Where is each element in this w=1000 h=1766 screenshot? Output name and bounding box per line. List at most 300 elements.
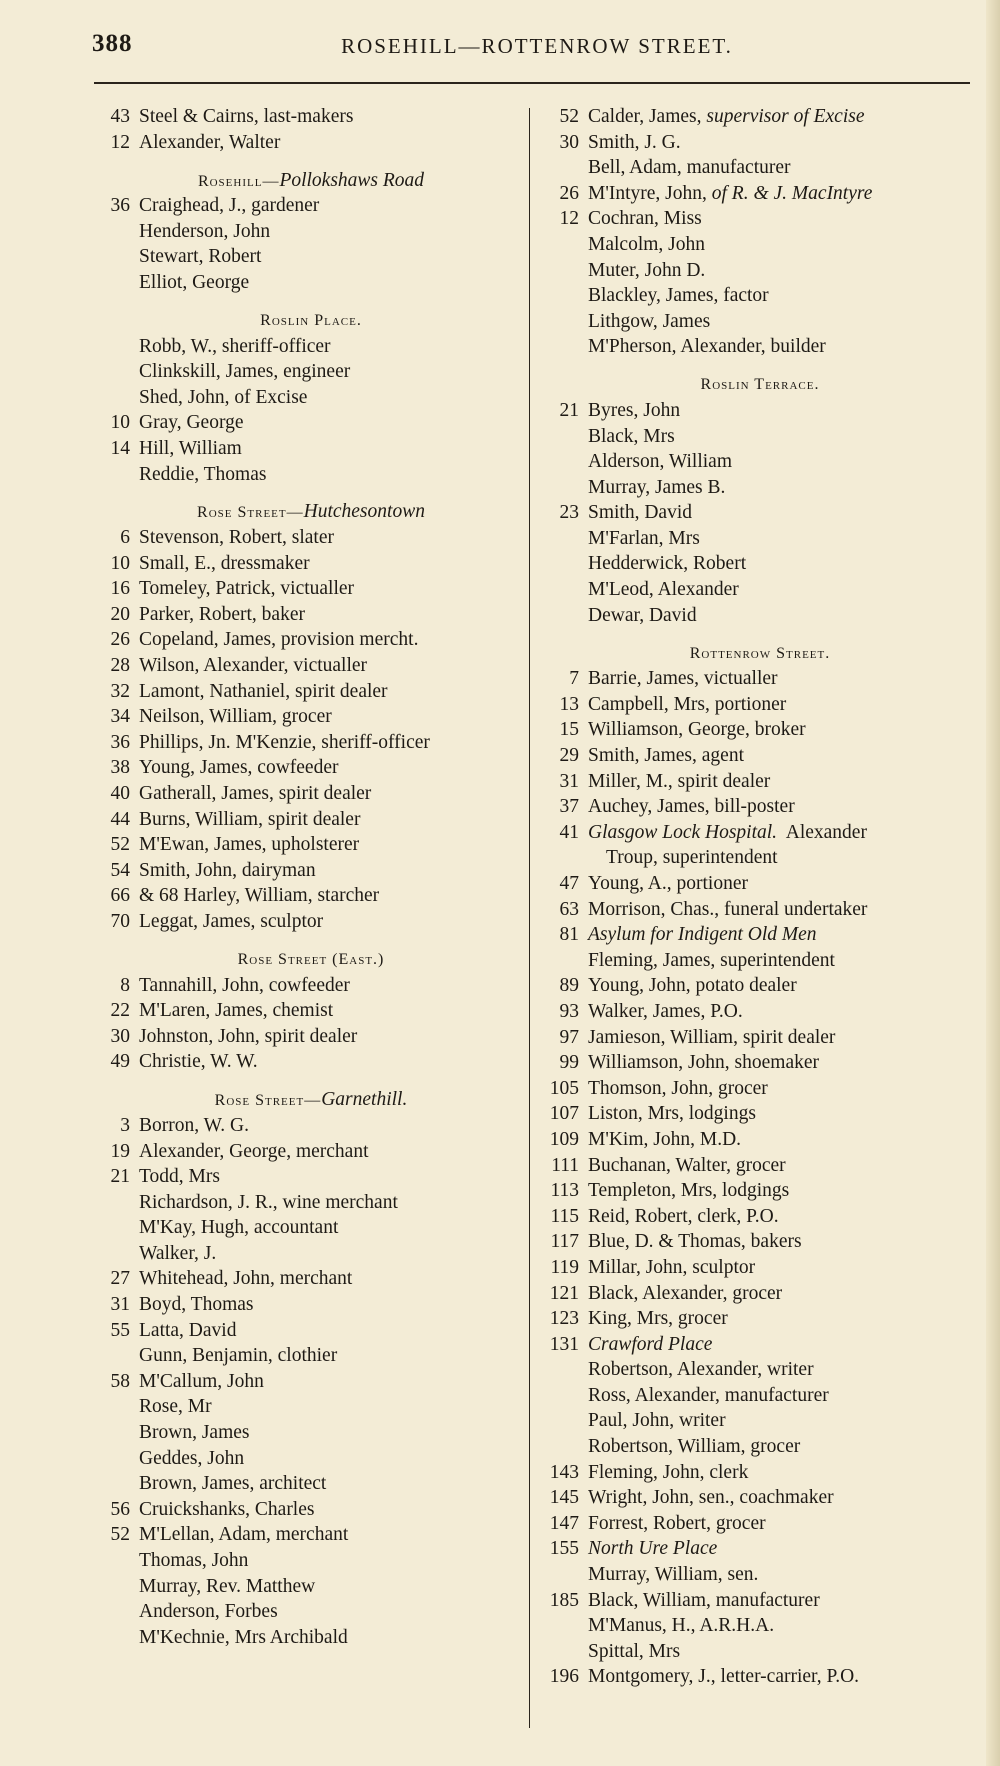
- entry-name: Liston, Mrs, lodgings: [588, 1103, 756, 1125]
- entry-text: [139, 1446, 244, 1472]
- entry-name: Cruickshanks, Charles: [139, 1498, 315, 1520]
- entry-name: Bell, Adam, manufacturer: [588, 157, 791, 179]
- directory-entry: [540, 897, 980, 923]
- directory-entry: [540, 1511, 980, 1537]
- entry-text: [139, 704, 332, 730]
- directory-entry: [540, 1306, 980, 1332]
- entry-text: [588, 1588, 820, 1614]
- entry-text: [139, 627, 418, 653]
- entry-italic: North Ure Place: [588, 1538, 718, 1560]
- right-column: [540, 104, 980, 1690]
- entry-name: Forrest, Robert, grocer: [588, 1512, 766, 1534]
- directory-entry: [96, 1215, 526, 1241]
- entry-text: [588, 973, 797, 999]
- entry-text: [588, 283, 769, 309]
- house-number: 12: [559, 208, 579, 230]
- entry-text: [139, 410, 244, 436]
- entry-name: Ross, Alexander, manufacturer: [588, 1384, 829, 1406]
- house-number: 30: [110, 1025, 130, 1047]
- entry-text: [139, 193, 319, 219]
- house-number: 44: [110, 808, 130, 830]
- directory-entry: [540, 475, 980, 501]
- house-number: 93: [559, 1000, 579, 1022]
- directory-entry: [540, 871, 980, 897]
- heading-dash: —: [304, 1092, 322, 1110]
- directory-entry: [540, 258, 980, 284]
- directory-entry: [96, 551, 526, 577]
- entry-text: [139, 270, 249, 296]
- directory-entry: [96, 1343, 526, 1369]
- entry-text: [588, 922, 817, 948]
- directory-entry: [540, 1127, 980, 1153]
- entry-text: [139, 1215, 338, 1241]
- entry-name: Black, William, manufacturer: [588, 1589, 820, 1611]
- entry-name: Dewar, David: [588, 604, 697, 626]
- entry-text: [139, 334, 331, 360]
- house-number: 185: [549, 1589, 579, 1611]
- entry-text: [588, 1281, 782, 1307]
- directory-entry: [96, 1139, 526, 1165]
- entry-text: [139, 883, 379, 909]
- entry-name: M'Kay, Hugh, accountant: [139, 1217, 339, 1239]
- house-number: 115: [550, 1205, 579, 1227]
- directory-entry: [540, 1485, 980, 1511]
- entry-text: [139, 1190, 398, 1216]
- entry-text: [139, 1599, 278, 1625]
- entry-name: M'Laren, James, chemist: [139, 1000, 334, 1022]
- directory-entry: [540, 283, 980, 309]
- entry-text: [139, 551, 310, 577]
- directory-entry: [96, 1318, 526, 1344]
- directory-entry: [96, 359, 526, 385]
- entry-name: Burns, William, spirit dealer: [139, 808, 361, 830]
- entry-name: Murray, William, sen.: [588, 1564, 759, 1586]
- house-number: 13: [559, 693, 579, 715]
- directory-entry: [540, 948, 980, 974]
- directory-entry: [96, 781, 526, 807]
- entry-text: [139, 525, 334, 551]
- directory-entry: [540, 309, 980, 335]
- directory-entry: [540, 1255, 980, 1281]
- house-number: 16: [110, 578, 130, 600]
- entry-text: [588, 1383, 829, 1409]
- entry-name: Whitehead, John, merchant: [139, 1268, 353, 1290]
- entry-name: Robertson, Alexander, writer: [588, 1359, 814, 1381]
- directory-entry: [96, 679, 526, 705]
- entry-name: Richardson, J. R., wine merchant: [139, 1191, 398, 1213]
- house-number: 105: [549, 1077, 579, 1099]
- heading-locality: Pollokshaws Road: [279, 169, 425, 191]
- entry-name: Brown, James, architect: [139, 1473, 327, 1495]
- entry-text: [588, 232, 705, 258]
- entry-text: [139, 244, 261, 270]
- house-number: 12: [110, 131, 130, 153]
- house-number: 52: [110, 834, 130, 856]
- entry-name: Robertson, William, grocer: [588, 1436, 801, 1458]
- directory-entry: [540, 1025, 980, 1051]
- directory-entry: [540, 334, 980, 360]
- entry-name: & 68 Harley, William, starcher: [139, 885, 380, 907]
- directory-entry: [96, 704, 526, 730]
- entry-name: Alexander, George, merchant: [139, 1140, 369, 1162]
- entry-text: [588, 1664, 859, 1690]
- entry-text: [588, 769, 770, 795]
- entry-text: [588, 1127, 741, 1153]
- directory-entry: [96, 385, 526, 411]
- house-number: 14: [110, 437, 130, 459]
- entry-text: [139, 1266, 352, 1292]
- directory-entry: [96, 602, 526, 628]
- entry-text: [588, 692, 786, 718]
- entry-text: [588, 181, 872, 207]
- house-number: 66: [110, 885, 130, 907]
- entry-name: M'Callum, John: [139, 1370, 264, 1392]
- directory-entry: [540, 973, 980, 999]
- entry-text: [139, 1394, 212, 1420]
- directory-entry: [540, 1383, 980, 1409]
- directory-entry: [96, 653, 526, 679]
- entry-text: [588, 258, 705, 284]
- entry-name: Steel & Cairns, last-makers: [139, 106, 354, 127]
- house-number: 37: [559, 796, 579, 818]
- house-number: 70: [110, 910, 130, 932]
- directory-entry: [96, 909, 526, 935]
- entry-text: [588, 1511, 766, 1537]
- entry-name: Blackley, James, factor: [588, 285, 769, 307]
- house-number: 52: [559, 106, 579, 127]
- directory-entry: [96, 755, 526, 781]
- house-number: 10: [110, 552, 130, 574]
- entry-name: Boyd, Thomas: [139, 1294, 254, 1316]
- house-number: 21: [559, 399, 579, 421]
- entry-text: [588, 577, 739, 603]
- entry-name: Paul, John, writer: [588, 1410, 726, 1432]
- entry-text: [588, 104, 865, 130]
- house-number: 111: [551, 1154, 579, 1176]
- house-number: 97: [559, 1026, 579, 1048]
- directory-entry: [96, 1522, 526, 1548]
- directory-entry: [540, 232, 980, 258]
- entry-text: [588, 1460, 748, 1486]
- house-number: 155: [549, 1538, 579, 1560]
- entry-text: [139, 462, 266, 488]
- entry-name: Elliot, George: [139, 271, 250, 293]
- entry-text: [139, 602, 305, 628]
- directory-entry: [96, 462, 526, 488]
- entry-text: [139, 1625, 348, 1651]
- directory-entry: [540, 717, 980, 743]
- house-number: 113: [550, 1180, 579, 1202]
- entry-name: Fleming, John, clerk: [588, 1461, 749, 1483]
- entry-text: [588, 820, 867, 846]
- directory-entry: [540, 1408, 980, 1434]
- directory-entry: [540, 692, 980, 718]
- entry-text: [588, 424, 675, 450]
- entry-text: [139, 359, 350, 385]
- entry-name: Johnston, John, spirit dealer: [139, 1025, 358, 1047]
- entry-text: [588, 1639, 680, 1665]
- entry-name: Jamieson, William, spirit dealer: [588, 1026, 836, 1048]
- house-number: 131: [549, 1333, 579, 1355]
- house-number: 7: [569, 668, 579, 690]
- entry-name: Williamson, John, shoemaker: [588, 1052, 820, 1074]
- directory-entry: [540, 104, 980, 130]
- house-number: 56: [110, 1498, 130, 1520]
- entry-name: Cochran, Miss: [588, 208, 702, 230]
- left-column: [96, 104, 526, 1650]
- entry-name: Alderson, William: [588, 451, 733, 473]
- entry-name: M'Leod, Alexander: [588, 579, 739, 601]
- entry-text: [588, 449, 732, 475]
- house-number: 41: [559, 821, 579, 843]
- house-number: 196: [549, 1666, 579, 1688]
- entry-name: Lamont, Nathaniel, spirit dealer: [139, 680, 388, 702]
- directory-entry: [540, 526, 980, 552]
- directory-entry: [96, 334, 526, 360]
- house-number: 58: [110, 1370, 130, 1392]
- entry-name: Thomson, John, grocer: [588, 1077, 768, 1099]
- heading-locality: Garnethill.: [321, 1089, 408, 1111]
- directory-entry: [96, 1599, 526, 1625]
- entry-name: Shed, John, of Excise: [139, 386, 308, 408]
- heading-street: Rottenrow Street.: [689, 644, 831, 662]
- house-number: 43: [110, 106, 130, 127]
- entry-name: Geddes, John: [139, 1447, 245, 1469]
- directory-entry: [96, 1420, 526, 1446]
- directory-entry: [96, 832, 526, 858]
- entry-name: Murray, Rev. Matthew: [139, 1575, 316, 1597]
- house-number: 119: [550, 1256, 579, 1278]
- entry-name: Walker, James, P.O.: [588, 1000, 743, 1022]
- directory-entry: [96, 1446, 526, 1472]
- entry-name: Smith, James, agent: [588, 745, 744, 767]
- entry-name: M'Ewan, James, upholsterer: [139, 834, 360, 856]
- entry-text: [588, 1332, 712, 1358]
- house-number: 121: [549, 1282, 579, 1304]
- entry-name: Craighead, J., gardener: [139, 195, 320, 217]
- heading-street: Rose Street: [197, 504, 287, 522]
- entry-name: Rose, Mr: [139, 1396, 212, 1418]
- entry-text: [139, 104, 353, 130]
- entry-name: Todd, Mrs: [139, 1166, 220, 1188]
- directory-entry: [540, 1076, 980, 1102]
- directory-entry: [540, 1588, 980, 1614]
- directory-entry: [96, 1113, 526, 1139]
- entry-name: Malcolm, John: [588, 233, 705, 255]
- house-number: 28: [110, 655, 130, 677]
- house-number: 23: [559, 502, 579, 524]
- section-heading: [96, 308, 526, 334]
- heading-street: Rosehill: [197, 172, 263, 190]
- entry-name: Gunn, Benjamin, clothier: [139, 1345, 338, 1367]
- entry-text: [139, 1241, 216, 1267]
- entry-text: [588, 666, 778, 692]
- directory-entry: [96, 104, 526, 130]
- entry-text: [139, 219, 270, 245]
- entry-text: [588, 1025, 835, 1051]
- directory-entry: [96, 1024, 526, 1050]
- directory-entry: [96, 436, 526, 462]
- entry-name: Murray, James B.: [588, 476, 726, 498]
- running-title: ROSEHILL—ROTTENROW STREET.: [341, 34, 733, 58]
- entry-text: [588, 334, 826, 360]
- directory-entry: [540, 1357, 980, 1383]
- entry-text: [139, 679, 388, 705]
- entry-text: [139, 130, 280, 156]
- entry-text: [588, 526, 700, 552]
- entry-text: [588, 1357, 814, 1383]
- directory-entry: [540, 743, 980, 769]
- entry-text: [588, 999, 743, 1025]
- entry-name: Gatherall, James, spirit dealer: [139, 783, 372, 805]
- house-number: 36: [110, 731, 130, 753]
- entry-text: [588, 948, 835, 974]
- entry-text: [588, 155, 791, 181]
- directory-entry: [540, 794, 980, 820]
- entry-name: Leggat, James, sculptor: [139, 910, 324, 932]
- directory-entry: [540, 130, 980, 156]
- heading-locality: Hutchesontown: [303, 501, 425, 523]
- entry-text: [588, 1101, 756, 1127]
- entry-text: [139, 807, 360, 833]
- entry-text: [588, 1076, 768, 1102]
- column-divider: [529, 108, 530, 1728]
- directory-entry: [96, 1548, 526, 1574]
- house-number: 89: [559, 975, 579, 997]
- entry-text: [139, 653, 367, 679]
- heading-dash: —: [286, 504, 304, 522]
- house-number: 26: [110, 629, 130, 651]
- entry-text: [588, 1050, 819, 1076]
- entry-text: [139, 1139, 369, 1165]
- directory-entry: [540, 845, 980, 871]
- entry-name: Clinkskill, James, engineer: [139, 361, 351, 383]
- entry-name: Parker, Robert, baker: [139, 603, 305, 625]
- entry-text: [139, 1343, 337, 1369]
- entry-text: [139, 909, 323, 935]
- directory-entry: [540, 398, 980, 424]
- entry-text: [588, 794, 795, 820]
- house-number: 29: [559, 745, 579, 767]
- house-number: 20: [110, 603, 130, 625]
- entry-italic: Crawford Place: [588, 1333, 713, 1355]
- entry-name: Tannahill, John, cowfeeder: [139, 974, 350, 996]
- house-number: 21: [110, 1166, 130, 1188]
- entry-text: [588, 1204, 779, 1230]
- entry-text: [139, 1420, 250, 1446]
- heading-street: Rose Street (East.): [237, 950, 385, 968]
- entry-name: Hill, William: [139, 437, 242, 459]
- entry-name: Young, James, cowfeeder: [139, 757, 339, 779]
- directory-entry: [540, 500, 980, 526]
- section-heading: [96, 1087, 526, 1113]
- directory-entry: [96, 410, 526, 436]
- entry-text: [588, 897, 867, 923]
- directory-entry: [96, 883, 526, 909]
- entry-text: [139, 385, 307, 411]
- house-number: 26: [559, 182, 579, 204]
- entry-text: [588, 1229, 802, 1255]
- entry-name: Borron, W. G.: [139, 1114, 249, 1136]
- house-number: 31: [559, 770, 579, 792]
- entry-text: [139, 1113, 249, 1139]
- entry-text: [588, 1562, 758, 1588]
- entry-name: Morrison, Chas., funeral undertaker: [588, 898, 868, 920]
- entry-name: M'Pherson, Alexander, builder: [588, 336, 826, 358]
- entry-text: [588, 1408, 726, 1434]
- directory-entry: [540, 769, 980, 795]
- entry-name: Calder, James,: [588, 106, 707, 127]
- entry-name: Black, Alexander, grocer: [588, 1282, 783, 1304]
- house-number: 6: [120, 527, 130, 549]
- entry-text: [139, 436, 242, 462]
- directory-entry: [540, 1332, 980, 1358]
- entry-text: [139, 1522, 348, 1548]
- directory-entry: [540, 1204, 980, 1230]
- directory-entry: [540, 820, 980, 846]
- directory-entry: [540, 1281, 980, 1307]
- entry-text: [588, 500, 692, 526]
- entry-name: Latta, David: [139, 1319, 237, 1341]
- house-number: 52: [110, 1524, 130, 1546]
- entry-name: Tomeley, Patrick, victualler: [139, 578, 355, 600]
- house-number: 107: [549, 1103, 579, 1125]
- house-number: 27: [110, 1268, 130, 1290]
- page-number: 388: [92, 30, 133, 57]
- directory-entry: [96, 270, 526, 296]
- directory-entry: [540, 155, 980, 181]
- entry-name: Stevenson, Robert, slater: [139, 527, 334, 549]
- heading-dash: —: [262, 172, 280, 190]
- entry-name: Phillips, Jn. M'Kenzie, sheriff-officer: [139, 731, 430, 753]
- entry-text: [588, 717, 806, 743]
- entry-occupation: supervisor of Excise: [706, 106, 865, 127]
- entry-occupation: of R. & J. MacIntyre: [711, 182, 873, 204]
- entry-name: M'Kim, John, M.D.: [588, 1128, 742, 1150]
- entry-text: [139, 576, 354, 602]
- entry-text: [588, 1434, 800, 1460]
- entry-text: [588, 398, 680, 424]
- entry-name: M'Farlan, Mrs: [588, 527, 700, 549]
- house-number: 3: [120, 1114, 130, 1136]
- directory-entry: [96, 244, 526, 270]
- entry-text: [588, 845, 778, 871]
- entry-text: [588, 1536, 717, 1562]
- house-number: 54: [110, 859, 130, 881]
- entry-name: Alexander, Walter: [139, 131, 281, 153]
- house-number: 34: [110, 706, 130, 728]
- entry-name: Wilson, Alexander, victualler: [139, 655, 368, 677]
- entry-name: Byres, John: [588, 399, 681, 421]
- directory-entry: [96, 219, 526, 245]
- house-number: 15: [559, 719, 579, 741]
- directory-entry: [540, 1229, 980, 1255]
- entry-name: Montgomery, J., letter-carrier, P.O.: [588, 1666, 860, 1688]
- directory-entry: [540, 666, 980, 692]
- entry-name: Auchey, James, bill-poster: [588, 796, 795, 818]
- directory-entry: [96, 1292, 526, 1318]
- house-number: 55: [110, 1319, 130, 1341]
- house-number: 8: [120, 974, 130, 996]
- directory-entry: [540, 603, 980, 629]
- entry-text: [588, 309, 710, 335]
- entry-text: [139, 1292, 253, 1318]
- directory-entry: [96, 1241, 526, 1267]
- entry-name: M'Manus, H., A.R.H.A.: [588, 1615, 775, 1637]
- house-number: 36: [110, 195, 130, 217]
- directory-entry: [96, 627, 526, 653]
- directory-entry: [96, 1625, 526, 1651]
